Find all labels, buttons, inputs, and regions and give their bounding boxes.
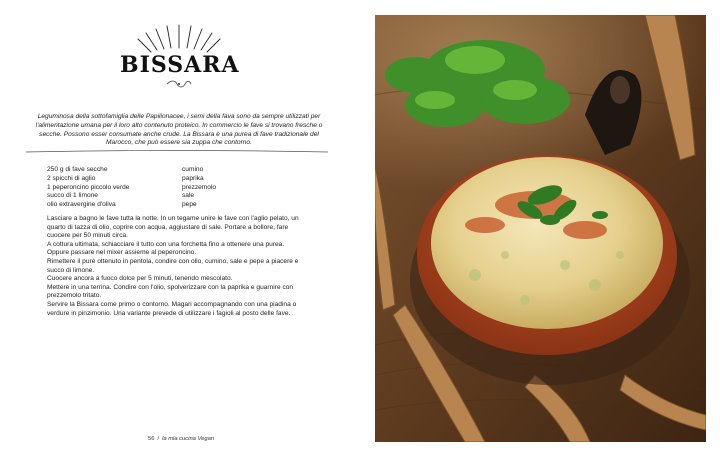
step-paragraph: Servire la Bissara come primo o contorno. Magari accompagnando con una piadina o verdure in pinzimonio. Una variante prevede di utilizzare i fagioli al posto delle fave. (47, 300, 297, 317)
recipe-photo (375, 15, 706, 442)
ingredient-item: 2 spicchi di aglio (47, 174, 96, 182)
ingredient-item: pepe (182, 201, 197, 209)
ingredients-list-right (182, 166, 272, 210)
divider-line (24, 148, 330, 156)
page-number: 56 (148, 436, 155, 442)
step-paragraph: Oppure passare nel mixer assieme al peperoncino. (47, 249, 197, 257)
recipe-title: BISSARA (120, 52, 240, 78)
ingredient-item: paprika (182, 174, 204, 182)
preparation-steps (47, 215, 309, 318)
ingredient-item: cumino (182, 166, 204, 173)
step-paragraph: Rimettere il purè ottenuto in pentola, condire con olio, cumino, sale e pepe a piacere e succo di limone. (47, 257, 299, 274)
step-paragraph: A cottura ultimata, schiacciare il tutto con una forchetta fino a ottenere una purea. (47, 240, 285, 248)
ingredient-item: 1 peperoncino piccolo verde (47, 183, 130, 191)
step-paragraph: Lasciare a bagno le fave tutta la notte. In un tegame unire le fave con l'aglio pelato, un quarto di tazza di olio, coprire con acqua, aggiustare di sale. Portare a bollore, fare cuocere per 50 minuti circa. (47, 215, 299, 240)
page-footer (148, 436, 214, 442)
ingredient-item: succo di 1 limone (47, 192, 98, 200)
footer-separator: / (157, 436, 160, 442)
title-block (120, 18, 238, 88)
ingredient-item: sale (182, 192, 195, 200)
ingredient-item: prezzemolo (182, 183, 217, 191)
step-paragraph: Cuocere ancora a fuoco dolce per 5 minuti, tenendo mescolato. (47, 275, 233, 283)
ingredient-item: olio extravergine d'oliva (47, 201, 116, 209)
sunburst-ornament-icon (120, 18, 238, 54)
book-title: la mia cucina Vegan (162, 436, 215, 442)
intro-paragraph: Leguminosa della sottofamiglia delle Papilionacee, i semi della fava sono da sempre utilizzati per l'alimentazione umana per il loro alto contenuto proteico. In commercio le fave si trovano fresche o secche. Possono esser consumate anche crude. La Bissara è una purea di fave tradizionale del Marocco, che può essere sia zuppa che contorno. (35, 113, 323, 147)
flourish-ornament-icon (166, 80, 192, 88)
step-paragraph: Mettere in una terrina. Condire con l'olio, spolverizzare con la paprika e guarnire con prezzemolo tritato. (47, 283, 294, 300)
ingredients-list-left (47, 166, 172, 210)
ingredient-item: 250 g di fave secche (47, 166, 108, 173)
